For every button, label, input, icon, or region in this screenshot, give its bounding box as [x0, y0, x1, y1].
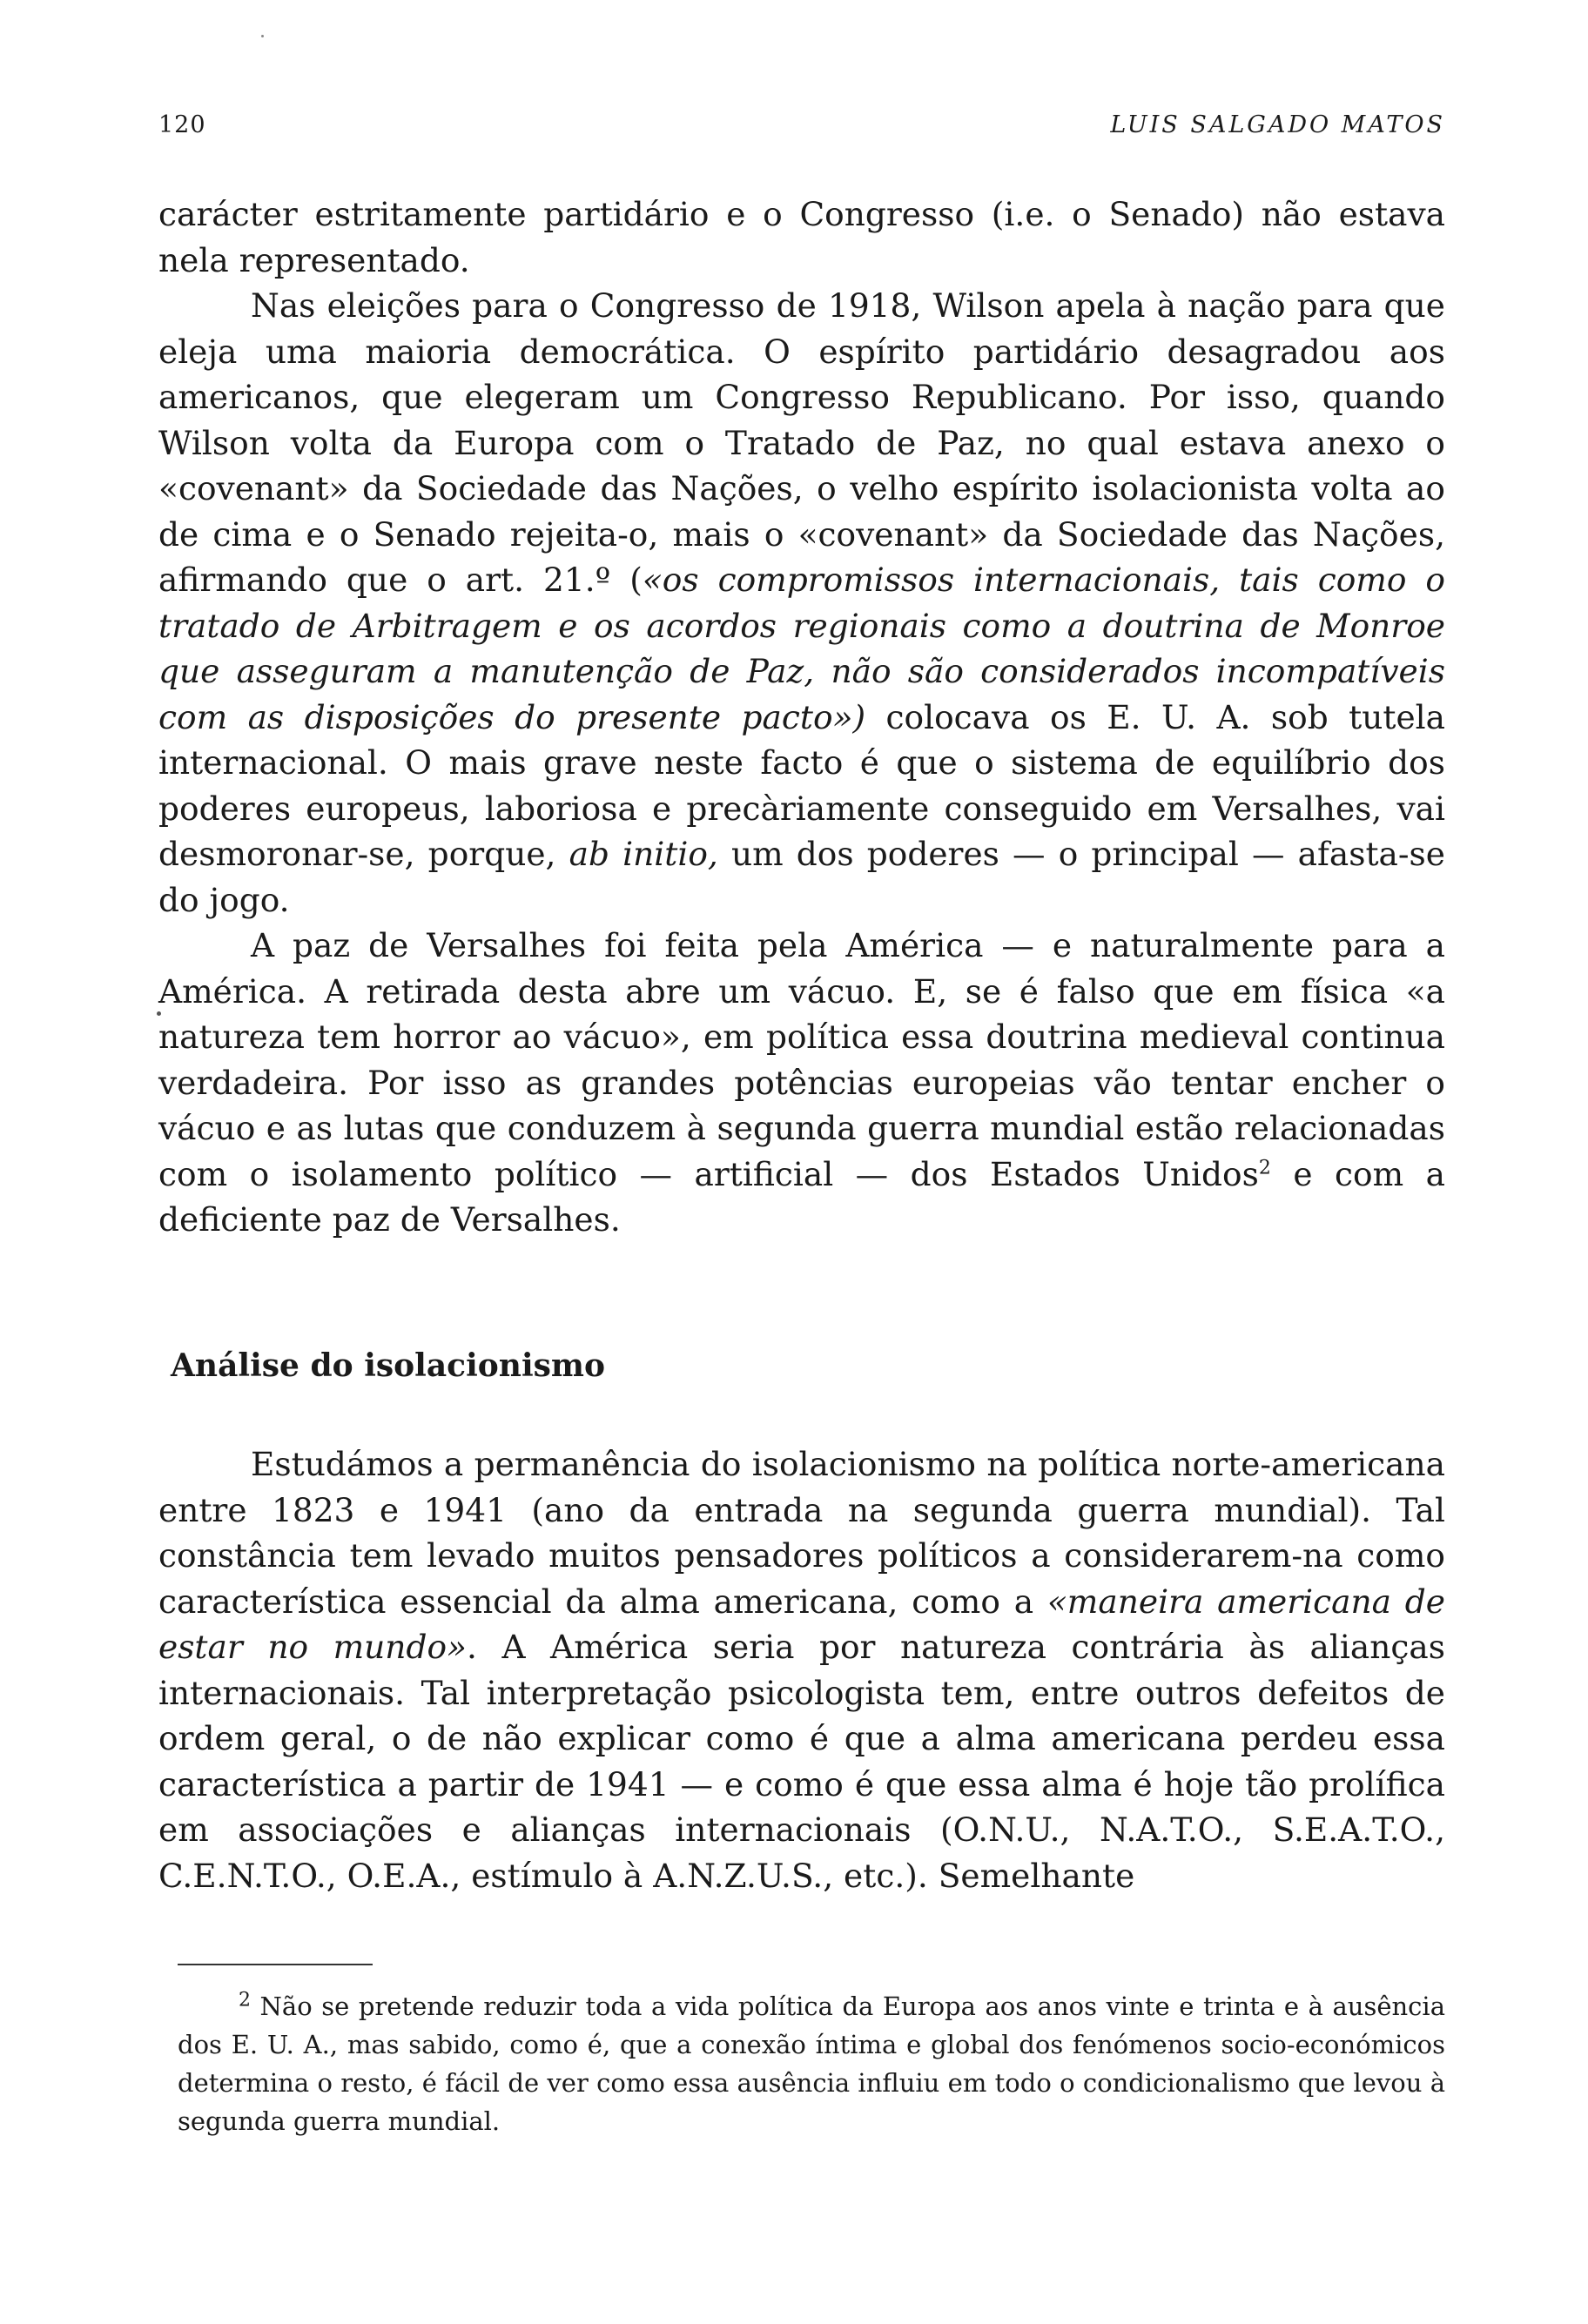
italic-text: ab initio,	[569, 835, 718, 873]
italic-text: «maneira americana de estar no mundo»	[158, 1582, 1445, 1666]
footnote-reference: 2	[1258, 1157, 1271, 1179]
text-run: . A América seria por natureza contrária às alianças internacionais. Tal interpretação psicologista tem, entre outros defeitos de ordem geral, o de não explicar como é que a alma americana perdeu essa característica a partir de 1941 — e como é que essa alma é hoje tão prolífica em associações e alianças internacionais (O.N.U., N.A.T.O., S.E.A.T.O., C.E.N.T.O., O.E.A., estímulo à A.N.Z.U.S., etc.). Semelhante	[158, 1628, 1445, 1895]
text-run: e com a deficiente paz de Versalhes.	[158, 1154, 1445, 1239]
text-run: carácter estritamente partidário e o Congresso (i.e. o Senado) não estava nela representado.	[158, 195, 1445, 279]
scan-speck	[261, 35, 264, 37]
text-run: colocava os E. U. A. sob tutela internacional. O mais grave neste facto é que o sistema de equilíbrio dos poderes europeus, laboriosa e precàriamente conseguido em Versalhes, vai desmoronar-se, porque,	[158, 697, 1445, 873]
body-text-top	[158, 191, 1445, 1243]
footnote-marker: 2	[239, 1989, 251, 2012]
text-run: um dos poderes — o principal — afasta-se do jogo.	[158, 835, 1445, 919]
text-run: Estudámos a permanência do isolacionismo na política norte-americana entre 1823 e 1941 (ano da entrada na segunda guerra mundial). Tal constância tem levado muitos pensadores políticos a considerarem-na como característica essencial da alma americana, como a	[158, 1445, 1445, 1621]
running-title: LUIS SALGADO MATOS	[1110, 111, 1445, 138]
footnote-divider	[178, 1964, 373, 1965]
paragraph	[158, 191, 1445, 283]
text-run: A paz de Versalhes foi feita pela América — e naturalmente para a América. A retirada desta abre um vácuo. E, se é falso que em física «a natureza tem horror ao vácuo», em política essa doutrina medieval continua verdadeira. Por isso as grandes potências europeias vão tentar encher o vácuo e as lutas que conduzem à segunda guerra mundial estão relacionadas com o isolamento político — artificial — dos Estados Unidos	[158, 926, 1445, 1193]
text-run: Nas eleições para o Congresso de 1918, Wilson apela à nação para que eleja uma maioria democrática. O espírito partidário desagradou aos americanos, que elegeram um Congresso Republicano. Por isso, quando Wilson volta da Europa com o Tratado de Paz, no qual estava anexo o «covenant» da Sociedade das Nações, o velho espírito isolacionista volta ao de cima e o Senado rejeita-o, mais o «covenant» da Sociedade das Nações, afirmando que o art. 21.º (	[158, 286, 1445, 599]
page-number: 120	[158, 111, 206, 138]
paragraph	[158, 923, 1445, 1243]
body-text-bottom	[158, 1441, 1445, 1898]
paragraph	[158, 283, 1445, 923]
footnote	[178, 1987, 1445, 2140]
italic-text: «os compromissos internacionais, tais como o tratado de Arbitragem e os acordos regionais como a doutrina de Monroe que asseguram a manutenção de Paz, não são considerados incompatíveis com as disposições do presente pacto»)	[158, 561, 1445, 736]
footnote-text: Não se pretende reduzir toda a vida política da Europa aos anos vinte e trinta e à ausência dos E. U. A., mas sabido, como é, que a conexão íntima e global dos fenómenos socio-económicos determina o resto, é fácil de ver como essa ausência influiu em todo o condicionalismo que levou à segunda guerra mundial.	[178, 1992, 1445, 2136]
paragraph	[158, 1441, 1445, 1898]
running-head	[158, 111, 1445, 146]
section-heading: Análise do isolacionismo	[171, 1347, 605, 1384]
